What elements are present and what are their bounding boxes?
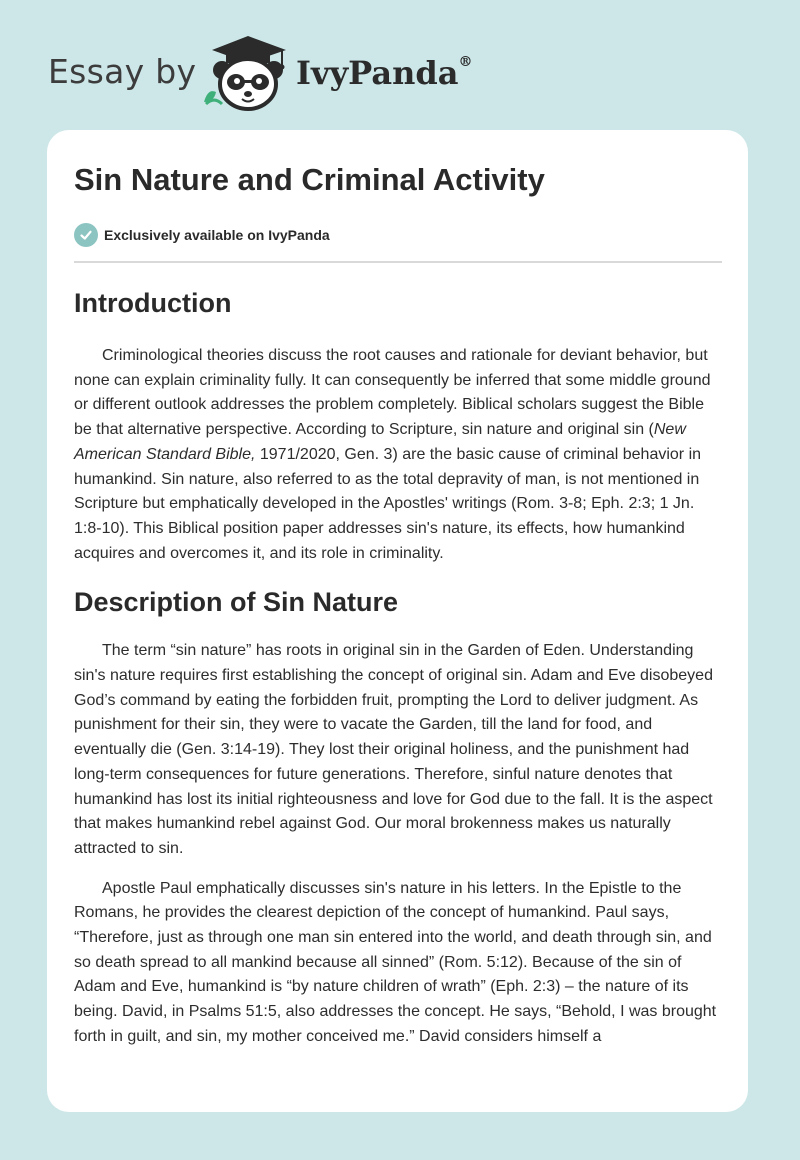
check-badge-icon — [74, 223, 98, 247]
brand-name-text: IvyPanda — [296, 54, 459, 92]
section-heading-description: Description of Sin Nature — [74, 587, 399, 618]
italic-citation: New American Standard Bible, — [74, 421, 686, 463]
paragraph: Apostle Paul emphatically discusses sin's nature in his letters. In the Epistle to the Romans, he provides the clearest depiction of the concept of humankind. Paul says, “Therefore, just as through one man sin entered into the world, and death through sin, and so death spread to all mankind because all sinned” (Rom. 5:12). Because of the sin of Adam and Eve, humankind is “by nature children of wrath” (Eph. 2:3) – the nature of its being. David, in Psalms 51:5, also addresses the concept. He says, “Behold, I was brought forth in guilt, and sin, my mother conceived me.” David considers himself a — [74, 879, 717, 1045]
paragraph: The term “sin nature” has roots in original sin in the Garden of Eden. Understanding sin's nature requires first establishing the concept of original sin. Adam and Eve disobeyed God’s command by eating the forbidden fruit, prompting the Lord to deliver judgment. As punishment for their sin, they were to vacate the Garden, till the land for food, and eventually die (Gen. 3:14-19). They lost their original holiness, and the punishment had long-term consequences for future generations. Therefore, sinful nature denotes that humankind has lost its initial righteousness and love for God due to the fall. It is the aspect that makes humankind rebel against God. Our moral brokenness makes us naturally attracted to sin. — [74, 642, 713, 857]
exclusive-badge-label: Exclusively available on IvyPanda — [104, 227, 330, 243]
paragraph-text: 1971/2020, Gen. 3) are the basic cause of criminal behavior in humankind. Sin nature, also referred to as the total depravity of man, is not mentioned in Scripture but emphatically developed in the Apostles' writings (Rom. 3-8; Eph. 2:3; 1 Jn. 1:8-10). This Biblical position paper addresses sin's nature, its effects, how humankind acquires and overcomes it, and its role in criminality. — [74, 445, 702, 562]
section-heading-introduction: Introduction — [74, 288, 232, 318]
paragraph-text: Criminological theories discuss the root causes and rationale for deviant behavior, but none can explain criminality fully. It can consequently be inferred that some middle ground or different outlook addresses the problem completely. Biblical scholars suggest the Bible be that alternative perspective. According to Scripture, sin nature and original sin ( — [74, 347, 711, 439]
essay-body — [74, 280, 724, 1050]
site-header — [0, 0, 800, 130]
registered-mark: ® — [458, 54, 473, 71]
title-divider — [74, 261, 722, 263]
paragraph — [74, 344, 724, 566]
essay-card — [47, 130, 748, 1112]
panda-graduate-logo-icon[interactable] — [200, 32, 296, 112]
essay-title: Sin Nature and Criminal Activity — [74, 162, 545, 197]
brand-prefix: Essay by — [48, 52, 197, 91]
brand-name[interactable] — [296, 54, 472, 92]
exclusive-badge — [74, 222, 330, 248]
